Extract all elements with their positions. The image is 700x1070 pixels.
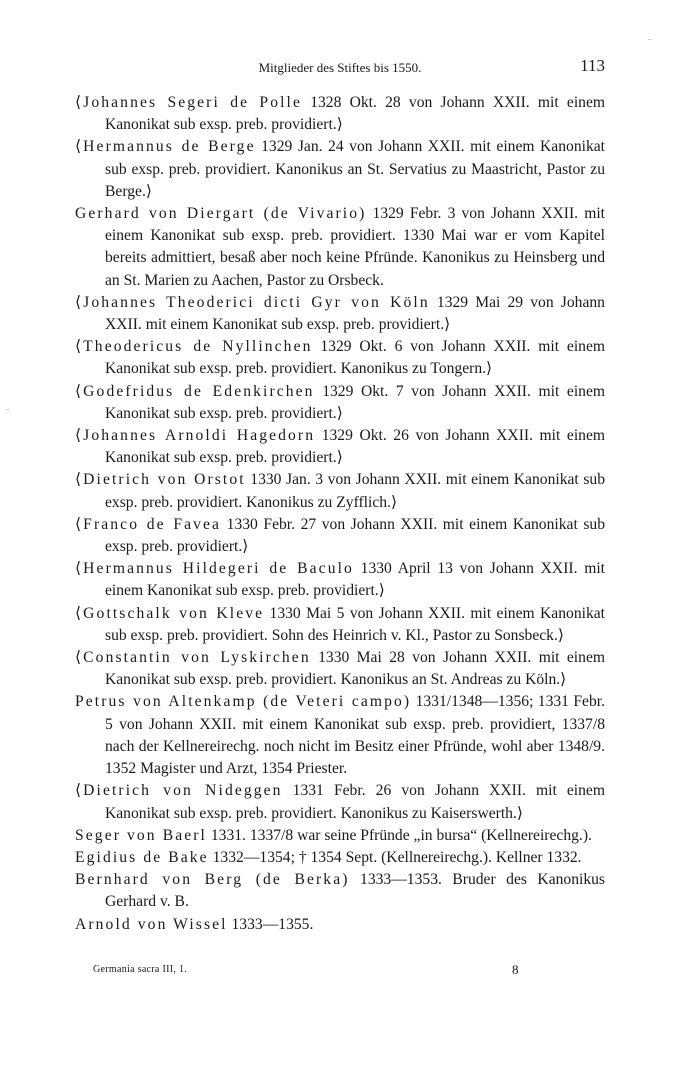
entry-text: 1330 Jan. 3 von Johann XXII. mit einem Kanonikat sub exsp. preb. providiert. Kanonikus zu Zyfflich.⟩: [105, 471, 605, 511]
entry-paragraph: [75, 292, 605, 336]
entry-name: Arnold von Wissel: [75, 915, 228, 933]
scan-speck: -: [6, 404, 10, 415]
entry-paragraph: [75, 869, 605, 913]
entry-paragraph: [75, 847, 605, 869]
entry-text: 1330 Mai 5 von Johann XXII. mit einem Kanonikat sub exsp. preb. providiert. Sohn des Heinrich v. Kl., Pastor zu Sonsbeck.⟩: [105, 604, 605, 644]
entry-paragraph: [75, 92, 605, 136]
entry-name: ⟨Theodericus de Nyllinchen: [75, 338, 313, 356]
document-page: [75, 0, 605, 1070]
entry-name: Gerhard von Diergart (de Vivario): [75, 205, 367, 223]
entry-paragraph: [75, 914, 605, 936]
entry-paragraph: [75, 780, 605, 824]
entry-paragraph: [75, 514, 605, 558]
gathering-number: 8: [512, 962, 519, 977]
entry-text: 1329 Jan. 24 von Johann XXII. mit einem Kanonikat sub exsp. preb. providiert. Kanonikus an St. Servatius zu Maastricht, Pastor zu Berge.⟩: [105, 138, 605, 200]
entry-name: Petrus von Altenkamp (de Veteri campo): [75, 693, 412, 711]
entry-name: ⟨Hermannus Hildegeri de Baculo: [75, 560, 354, 578]
entry-paragraph: [75, 825, 605, 847]
entry-name: Egidius de Bake: [75, 848, 209, 866]
entry-text: 1329 Okt. 26 von Johann XXII. mit einem Kanonikat sub exsp. preb. providiert.⟩: [105, 427, 606, 467]
entry-name: ⟨Johannes Theoderici dicti Gyr von Köln: [75, 293, 430, 311]
entry-paragraph: [75, 203, 605, 292]
entry-name: ⟨Johannes Segeri de Polle: [75, 94, 302, 111]
entry-paragraph: [75, 691, 605, 780]
scan-speck: -: [648, 34, 652, 45]
entry-list: [75, 92, 605, 936]
entry-name: ⟨Godefridus de Edenkirchen: [75, 382, 315, 400]
entry-name: Seger von Baerl: [75, 826, 207, 844]
entry-text: 1329 Okt. 7 von Johann XXII. mit einem Kanonikat sub exsp. preb. providiert.⟩: [105, 382, 605, 422]
page-number: 113: [580, 56, 605, 75]
entry-paragraph: [75, 381, 605, 425]
entry-name: ⟨Johannes Arnoldi Hagedorn: [75, 427, 316, 445]
entry-name: ⟨Dietrich von Nideggen: [75, 782, 283, 800]
page-header: [75, 56, 605, 80]
entry-name: ⟨Franco de Favea: [75, 515, 222, 533]
entry-text: 1329 Febr. 3 von Johann XXII. mit einem Kanonikat sub exsp. preb. providiert. 1330 Mai war er vom Kapitel bereits admittiert, besaß aber noch keine Pfründe. Kanonikus zu Heinsberg und an St. Marien zu Aachen, Pastor zu Orsbeck.: [105, 205, 605, 289]
entry-paragraph: [75, 136, 605, 203]
entry-text: 1330 Mai 28 von Johann XXII. mit einem Kanonikat sub exsp. preb. providiert. Kanonikus an St. Andreas zu Köln.⟩: [105, 649, 605, 689]
entry-text: 1331/1348—1356; 1331 Febr. 5 von Johann XXII. mit einem Kanonikat sub exsp. preb. providiert, 1337/8 nach der Kellnereirechg. noch nicht im Besitz einer Pfründe, wohl aber 1348/9. 1352 Magister und Arzt, 1354 Priester.: [105, 693, 605, 778]
entry-paragraph: [75, 425, 605, 469]
entry-name: ⟨Hermannus de Berge: [75, 138, 256, 156]
entry-text: 1333—1353. Bruder des Kanonikus Gerhard v. B.: [105, 871, 605, 911]
entry-text: 1332—1354; † 1354 Sept. (Kellnereirechg.). Kellner 1332.: [208, 848, 582, 866]
entry-text: 1329 Okt. 6 von Johann XXII. mit einem Kanonikat sub exsp. preb. providiert. Kanonikus zu Tongern.⟩: [105, 338, 605, 378]
running-title: Mitglieder des Stiftes bis 1550.: [258, 60, 422, 75]
signature-mark: Germania sacra III, 1.: [93, 964, 188, 975]
entry-name: ⟨Constantin von Lyskirchen: [75, 649, 311, 667]
entry-text: 1330 Febr. 27 von Johann XXII. mit einem Kanonikat sub exsp. preb. providiert.⟩: [105, 515, 606, 556]
entry-name: ⟨Dietrich von Orstot: [75, 471, 246, 489]
entry-text: 1331 Febr. 26 von Johann XXII. mit einem Kanonikat sub exsp. preb. providiert. Kanonikus zu Kaiserswerth.⟩: [105, 782, 605, 822]
entry-paragraph: [75, 558, 605, 602]
entry-paragraph: [75, 336, 605, 380]
entry-text: 1329 Mai 29 von Johann XXII. mit einem Kanonikat sub exsp. preb. providiert.⟩: [105, 293, 605, 334]
entry-paragraph: [75, 603, 605, 647]
entry-text: 1331. 1337/8 war seine Pfründe „in bursa“ (Kellnereirechg.).: [206, 826, 592, 844]
page-footer: [75, 962, 605, 980]
entry-paragraph: [75, 647, 605, 691]
entry-text: 1328 Okt. 28 von Johann XXII. mit einem Kanonikat sub exsp. preb. providiert.⟩: [105, 94, 606, 134]
entry-name: Bernhard von Berg (de Berka): [75, 871, 350, 889]
entry-text: 1330 April 13 von Johann XXII. mit einem Kanonikat sub exsp. preb. providiert.⟩: [105, 560, 605, 600]
entry-text: 1333—1355.: [227, 915, 314, 933]
entry-paragraph: [75, 469, 605, 513]
entry-name: ⟨Gottschalk von Kleve: [75, 604, 265, 622]
